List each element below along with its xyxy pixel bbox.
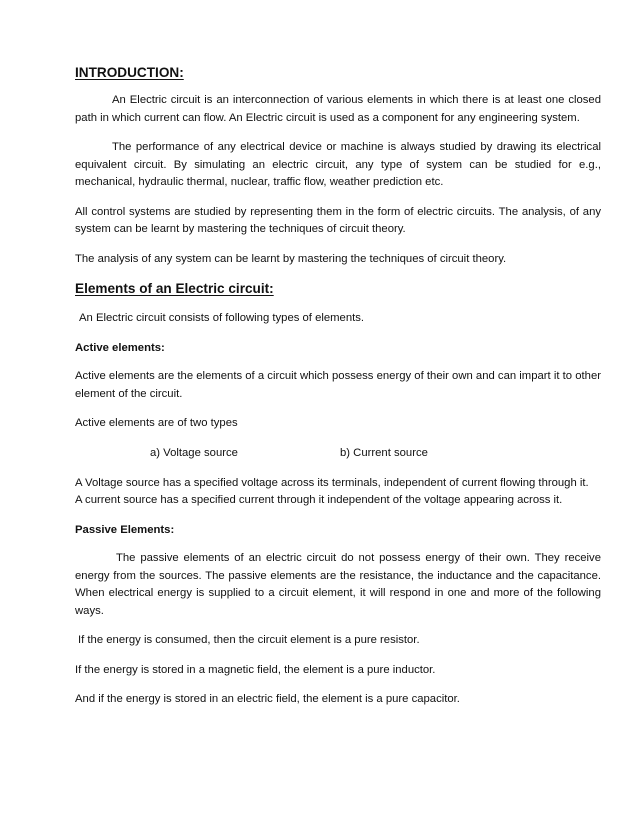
active-types-list	[75, 445, 601, 463]
introduction-heading: INTRODUCTION:	[75, 65, 184, 80]
active-paragraph-1: Active elements are the elements of a circuit which possess energy of their own and can impart it to other element of the circuit.	[75, 370, 601, 400]
passive-paragraph-3: If the energy is stored in a magnetic field, the element is a pure inductor.	[75, 663, 436, 676]
intro-paragraph-1: An Electric circuit is an interconnection of various elements in which there is at least one closed path in which current can flow. An Electric circuit is used as a component for any engineering system.	[75, 94, 601, 124]
intro-paragraph-4: The analysis of any system can be learnt by mastering the techniques of circuit theory.	[75, 252, 507, 265]
passive-paragraph-2: If the energy is consumed, then the circuit element is a pure resistor.	[78, 634, 420, 646]
intro-paragraph-3: All control systems are studied by representing them in the form of electric circuits. The analysis, of any system can be learnt by mastering the techniques of circuit theory.	[75, 205, 601, 235]
active-paragraph-3: A Voltage source has a specified voltage across its terminals, independent of current flowing through it.	[75, 476, 589, 489]
elements-intro: An Electric circuit consists of following types of elements.	[79, 312, 365, 324]
passive-paragraph-4: And if the energy is stored in an electric field, the element is a pure capacitor.	[75, 693, 460, 705]
list-item-current-source: b) Current source	[340, 446, 428, 459]
active-elements-heading: Active elements:	[75, 341, 165, 354]
passive-paragraph-1: The passive elements of an electric circuit do not possess energy of their own. They receive energy from the sources. The passive elements are the resistance, the inductance and the capacitance. When electrical energy is supplied to a circuit element, it will respond in one and more of the following ways.	[75, 552, 601, 617]
intro-paragraph-2: The performance of any electrical device or machine is always studied by drawing its electrical equivalent circuit. By simulating an electric circuit, any type of system can be studied for e.g., mechanical, hydraulic thermal, nuclear, traffic flow, weather prediction etc.	[75, 141, 601, 188]
active-paragraph-2: Active elements are of two types	[75, 417, 238, 429]
passive-elements-heading: Passive Elements:	[75, 523, 175, 536]
active-paragraph-4: A current source has a specified current through it independent of the voltage appearing across it.	[75, 494, 563, 506]
elements-heading: Elements of an Electric circuit:	[75, 281, 274, 296]
list-item-voltage-source: a) Voltage source	[150, 446, 238, 459]
document-page	[75, 64, 601, 721]
